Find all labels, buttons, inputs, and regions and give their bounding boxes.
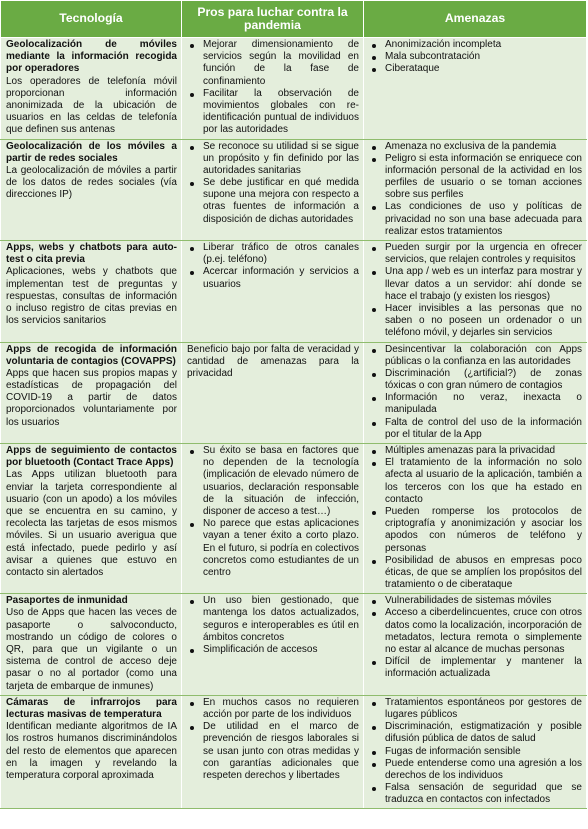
threat-item: Múltiples amenazas para la privacidad xyxy=(369,445,582,457)
threat-item: Desincentivar la colaboración con Apps públicas o la confianza en las autoridades xyxy=(369,344,582,368)
threat-item: Hacer invisibles a las personas que no saben o no poseen un ordenador o un teléfono móvil, y dejarles sin servicios xyxy=(369,303,582,340)
pros-cell xyxy=(182,139,364,241)
technology-cell xyxy=(1,38,182,140)
pros-item: Se debe justificar en qué medida supone una mejora con respecto a otras fuentes de información a disposición de dichas autoridades xyxy=(187,177,359,226)
threat-item: Acceso a ciberdelincuentes, cruce con otros datos como la localización, incorporación de metadatos, lectura remota o simplemente no estar al alcance de muchas personas xyxy=(369,607,582,656)
technology-description: Las Apps utilizan bluetooth para enviar la tarjeta correspondiente al usuario (con un apodo) a los móviles que se encuentra en su camino, y recolecta las tarjetas de esos mismos móviles. Si un usuario averigua que está infectado, puede pedirlo y así avisar a quienes que estuvo en contacto sin alertados xyxy=(6,469,177,578)
table-row xyxy=(1,241,587,343)
pros-cell xyxy=(182,594,364,696)
threats-cell xyxy=(364,444,587,594)
technology-name: Cámaras de infrarrojos para lecturas masivas de temperatura xyxy=(6,696,177,720)
pros-item: Se reconoce su utilidad si se sigue un propósito y fin definido por las autoridades sanitarias xyxy=(187,141,359,178)
pros-item: Mejorar dimensionamiento de servicios según la movilidad en función de la fase de confinamiento xyxy=(187,39,359,88)
pros-item: Liberar tráfico de otros canales (p.ej. teléfono) xyxy=(187,242,359,266)
technology-name: Apps de seguimiento de contactos por bluetooth (Contact Trace Apps) xyxy=(6,445,177,469)
technology-description: Los operadores de telefonía móvil proporcionan información anonimizada de la ubicación de usuarios en las celdas de telefonía que definen sus antenas xyxy=(6,75,177,136)
threat-item: Pueden surgir por la urgencia en ofrecer servicios, que relajen controles y requisitos xyxy=(369,242,582,266)
technology-cell xyxy=(1,444,182,594)
table-row xyxy=(1,594,587,696)
threat-item: El tratamiento de la información no solo afecta al usuario de la aplicación, también a los terceros con los que ha estado en contacto xyxy=(369,457,582,506)
pros-item: De utilidad en el marco de prevención de riesgos laborales si se usan junto con otras medidas y con garantías adicionales que respeten derechos y libertades xyxy=(187,721,359,782)
threats-list xyxy=(369,39,582,76)
technology-name: Geolocalización de los móviles a partir de redes sociales xyxy=(6,140,177,164)
pros-list xyxy=(187,445,359,579)
pros-cell xyxy=(182,342,364,444)
threat-item: Fugas de información sensible xyxy=(369,746,582,758)
threat-item: Falta de control del uso de la información por el titular de la App xyxy=(369,417,582,441)
threat-item: Falsa sensación de seguridad que se traduzca en contactos con infectados xyxy=(369,782,582,806)
header-row xyxy=(1,1,587,38)
threat-item: Vulnerabilidades de sistemas móviles xyxy=(369,595,582,607)
threats-cell xyxy=(364,342,587,444)
technology-name: Apps de recogida de información voluntaria de contagios (COVAPPS) xyxy=(6,343,177,367)
table-row xyxy=(1,444,587,594)
threat-item: Las condiciones de uso y políticas de privacidad no son una base adecuada para realizar estos tratamientos xyxy=(369,201,582,238)
pros-item: Su éxito se basa en factores que no dependen de la tecnología (implicación de elevado número de usuarios, declaración responsable de la situación de infección, disponer de acceso a test…) xyxy=(187,445,359,518)
pros-list xyxy=(187,595,359,656)
threats-list xyxy=(369,141,582,239)
header-threats: Amenazas xyxy=(364,1,587,38)
threats-cell xyxy=(364,139,587,241)
technology-cell xyxy=(1,342,182,444)
threats-cell xyxy=(364,695,587,809)
threat-item: Ciberataque xyxy=(369,63,582,75)
threats-cell xyxy=(364,241,587,343)
technology-cell xyxy=(1,594,182,696)
header-pros: Pros para luchar contra la pandemia xyxy=(182,1,364,38)
pros-list xyxy=(187,697,359,782)
technology-cell xyxy=(1,695,182,809)
table-row xyxy=(1,139,587,241)
threats-list xyxy=(369,697,582,807)
technology-description: La geolocalización de móviles a partir de los datos de redes sociales (vía direcciones IP) xyxy=(6,164,177,201)
threats-list xyxy=(369,344,582,442)
pros-cell xyxy=(182,444,364,594)
pros-list xyxy=(187,141,359,226)
pros-text: Beneficio bajo por falta de veracidad y cantidad de amenazas para la privacidad xyxy=(187,343,359,379)
pros-item: No parece que estas aplicaciones vayan a tener éxito a corto plazo. En el futuro, si podría en colectivos concretos como estudiantes de un centro xyxy=(187,518,359,579)
threat-item: Información no veraz, inexacta o manipulada xyxy=(369,392,582,416)
pros-item: Un uso bien gestionado, que mantenga los datos actualizados, seguros e interoperables es útil en ámbitos concretos xyxy=(187,595,359,644)
pros-cell xyxy=(182,38,364,140)
technology-cell xyxy=(1,139,182,241)
table-row xyxy=(1,342,587,444)
threat-item: Tratamientos espontáneos por gestores de lugares públicos xyxy=(369,697,582,721)
technology-name: Apps, webs y chatbots para auto-test o cita previa xyxy=(6,242,177,266)
threat-item: Anonimización incompleta xyxy=(369,39,582,51)
pros-list xyxy=(187,242,359,291)
threat-item: Mala subcontratación xyxy=(369,51,582,63)
threat-item: Discriminación (¿artificial?) de zonas tóxicas o con gran número de contagios xyxy=(369,368,582,392)
pros-item: Acercar información y servicios a usuarios xyxy=(187,266,359,290)
threat-item: Posibilidad de abusos en empresas poco éticas, de que se amplíen los propósitos del tratamiento o de ciberataque xyxy=(369,555,582,592)
pros-item: Simplificación de accesos xyxy=(187,644,359,656)
threat-item: Difícil de implementar y mantener la información actualizada xyxy=(369,656,582,680)
pros-list xyxy=(187,39,359,137)
technology-description: Identifican mediante algoritmos de IA los rostros humanos discriminándolos del resto de elementos que aparecen en la imagen y revelando la temperatura corporal aproximada xyxy=(6,721,177,781)
threat-item: Puede entenderse como una agresión a los derechos de los individuos xyxy=(369,758,582,782)
threats-list xyxy=(369,595,582,680)
pros-item: Facilitar la observación de movimientos globales con re-identificación puntual de individuos por las autoridades xyxy=(187,88,359,137)
threats-cell xyxy=(364,38,587,140)
table-row xyxy=(1,38,587,140)
threat-item: Pueden romperse los protocolos de criptografía y anonimización y asociar los apodos con números de teléfono y personas xyxy=(369,506,582,555)
threats-list xyxy=(369,242,582,340)
technology-description: Uso de Apps que hacen las veces de pasaporte o salvoconducto, mostrando un código de colores o QR, para que un vigilante o un sistema de control de acceso deje pasar o no al portador (como una tarjeta de embarque de inmunes) xyxy=(6,607,177,692)
technology-name: Pasaportes de inmunidad xyxy=(6,595,128,607)
threat-item: Discriminación, estigmatización y posible difusión pública de datos de salud xyxy=(369,721,582,745)
technology-name: Geolocalización de móviles mediante la información recogida por operadores xyxy=(6,39,177,75)
threat-item: Una app / web es un interfaz para mostrar y llevar datos a un servidor: ahí donde se hace el trabajo (y existen los riesgos) xyxy=(369,266,582,303)
threat-item: Amenaza no exclusiva de la pandemia xyxy=(369,141,582,153)
technology-description: Aplicaciones, webs y chatbots que implementan test de preguntas y respuestas, consultas de información o incluso registro de citas previas en los servicios sanitarios xyxy=(6,266,177,327)
technology-description: Apps que hacen sus propios mapas y estadísticas de propagación del COVID-19 a partir de datos proporcionados voluntariamente por los usuarios xyxy=(6,367,177,428)
table-row xyxy=(1,695,587,809)
threats-list xyxy=(369,445,582,591)
pros-cell xyxy=(182,241,364,343)
threats-cell xyxy=(364,594,587,696)
pros-cell xyxy=(182,695,364,809)
header-technology: Tecnología xyxy=(1,1,182,38)
pros-item: En muchos casos no requieren acción por parte de los individuos xyxy=(187,697,359,721)
table-body xyxy=(1,38,587,809)
threat-item: Peligro si esta información se enriquece con información personal de la actividad en los perfiles de usuario o se toman acciones sobre sus perfiles xyxy=(369,153,582,202)
technology-cell xyxy=(1,241,182,343)
